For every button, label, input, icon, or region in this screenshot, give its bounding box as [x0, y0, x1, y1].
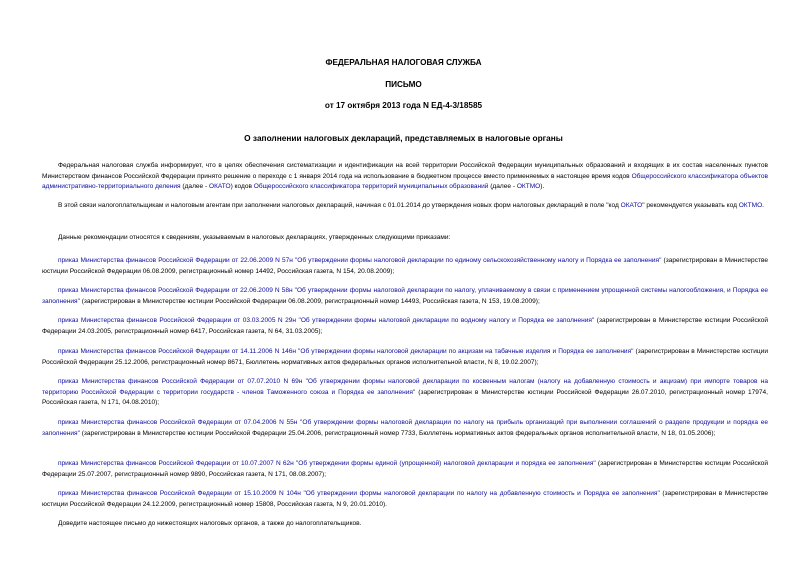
order-registration-text: (зарегистрирован в Министерстве юстиции Российской Федерации 06.08.2009, регистрационный номер 14493, Российская газета, N 153, 19.08.2009);	[79, 297, 540, 305]
intro-text: ) кодов	[230, 183, 254, 190]
order-item	[42, 377, 768, 409]
oktmo-link[interactable]: ОКТМО	[738, 202, 763, 209]
order-link[interactable]: приказ Министерства финансов Российской Федерации от 10.07.2007 N 62н "Об утверждении формы единой (упрощенной) налоговой декларации и порядка ее заполнения"	[58, 460, 596, 467]
intro-text: ).	[540, 183, 545, 190]
okato-link[interactable]: ОКАТО	[620, 202, 643, 209]
document-date-number: от 17 октября 2013 года N ЕД-4-3/18585	[324, 101, 483, 110]
intro-paragraph	[42, 161, 768, 193]
paragraph-text: " рекомендуется указывать код	[642, 202, 739, 209]
document-subject: О заполнении налоговых деклараций, представляемых в налоговые органы	[244, 133, 563, 143]
oktmo-link[interactable]: ОКТМО	[516, 183, 541, 190]
order-registration-text: (зарегистрирован в Министерстве юстиции Российской Федерации 25.07.2007, регистрационный номер 9890, Российская газета, N 171, 08.08.2007);	[42, 460, 768, 478]
order-item	[42, 459, 768, 480]
order-item	[42, 418, 768, 439]
intro-text: (далее -	[180, 183, 209, 190]
paragraph-text: В этой связи налогоплательщикам и налоговым агентам при заполнении налоговых деклараций, начиная с 01.01.2014 до утверждения новых форм налоговых деклараций в поле "код	[58, 202, 621, 209]
oktmo-classifier-link[interactable]: Общероссийского классификатора территорий муниципальных образований	[253, 183, 489, 190]
order-link[interactable]: приказ Министерства финансов Российской Федерации от 03.03.2005 N 29н "Об утверждении формы налоговой декларации по водному налогу и Порядка ее заполнения"	[58, 317, 595, 324]
order-registration-text: (зарегистрирован в Министерстве юстиции Российской Федерации 26.07.2010, регистрационный номер 17974, Российская газета, N 171, 04.08.2010);	[42, 388, 768, 406]
okato-link[interactable]: ОКАТО	[209, 183, 231, 190]
orders-intro-paragraph: Данные рекомендации относятся к сведениям, указываемым в налоговых декларациях, утвержденных следующими приказами:	[58, 234, 451, 241]
order-link[interactable]: приказ Министерства финансов Российской Федерации от 22.06.2009 N 57н "Об утверждении формы налоговой декларации по единому сельскохозяйственному налогу и Порядка ее заполнения"	[58, 257, 662, 264]
order-registration-text: (зарегистрирован в Министерстве юстиции Российской Федерации 24.12.2009, регистрационный номер 15808, Российская газета, N 9, 20.01.2010).	[42, 490, 768, 508]
paragraph-text: .	[762, 202, 764, 209]
document-type: ПИСЬМО	[385, 80, 422, 89]
order-item	[42, 316, 768, 337]
order-item	[42, 256, 768, 277]
order-item	[42, 489, 768, 510]
order-registration-text: (зарегистрирован в Министерстве юстиции Российской Федерации 25.04.2006, регистрационный номер 7733, Бюллетень нормативных актов федеральных органов исполнительной власти, N 18, 01.05.2006);	[79, 429, 716, 437]
order-link[interactable]: приказ Министерства финансов Российской Федерации от 07.04.2006 N 55н "Об утверждении формы налоговой декларации по налогу на прибыль организаций при выполнении соглашений о разделе продукции и порядка ее заполнения"	[42, 419, 768, 437]
order-link[interactable]: приказ Министерства финансов Российской Федерации от 15.10.2009 N 104н "Об утверждении формы налоговой декларации по налогу на добавленную стоимость и Порядка ее заполнения"	[58, 490, 660, 497]
order-item	[42, 347, 768, 368]
okato-classifier-link[interactable]: Общероссийского классификатора объектов административно-территориального деления	[42, 172, 769, 190]
order-registration-text: (зарегистрирован в Министерстве юстиции Российской Федерации 25.12.2006, регистрационный номер 8671, Бюллетень нормативных актов федеральных органов исполнительной власти, N 8, 19.02.2007);	[42, 348, 768, 366]
intro-text: (далее -	[488, 183, 517, 190]
order-item	[42, 286, 768, 307]
okato-oktmo-paragraph	[42, 201, 768, 212]
closing-paragraph: Доведите настоящее письмо до нижестоящих налоговых органов, а также до налогоплательщиков.	[58, 520, 362, 527]
agency-title: ФЕДЕРАЛЬНАЯ НАЛОГОВАЯ СЛУЖБА	[325, 58, 482, 67]
order-link[interactable]: приказ Министерства финансов Российской Федерации от 14.11.2006 N 146н "Об утверждении формы налоговой декларации по акцизам на табачные изделия и Порядка ее заполнения"	[58, 348, 634, 355]
order-link[interactable]: приказ Министерства финансов Российской Федерации от 07.07.2010 N 69н "Об утверждении формы налоговой декларации по косвенным налогам (налогу на добавленную стоимость и акцизам) при импорте товаров на территорию Российской Федерации с территории государств - членов Таможенного союза и Порядка ее заполнения"	[42, 378, 768, 396]
order-registration-text: (зарегистрирован в Министерстве юстиции Российской Федерации 06.08.2009, регистрационный номер 14492, Российская газета, N 154, 20.08.2009);	[42, 257, 768, 275]
intro-text: Федеральная налоговая служба информирует, что в целях обеспечения систематизации и идентификации на всей территории Российской Федерации муниципальных образований и входящих в их состав населенных пунктов Министерством финансов Российской Федерации принято решение о переходе с 1 января 2014 года на использование в бюджетном процессе вместо применяемых в настоящее время кодов	[42, 162, 768, 180]
order-registration-text: (зарегистрирован в Министерстве юстиции Российской Федерации 24.03.2005, регистрационный номер 6417, Российская газета, N 64, 31.03.2005);	[42, 317, 768, 335]
order-link[interactable]: приказ Министерства финансов Российской Федерации от 22.06.2009 N 58н "Об утверждении формы налоговой декларации по налогу, уплачиваемому в связи с применением упрощенной системы налогообложения, и Порядка ее заполнения"	[42, 287, 768, 305]
